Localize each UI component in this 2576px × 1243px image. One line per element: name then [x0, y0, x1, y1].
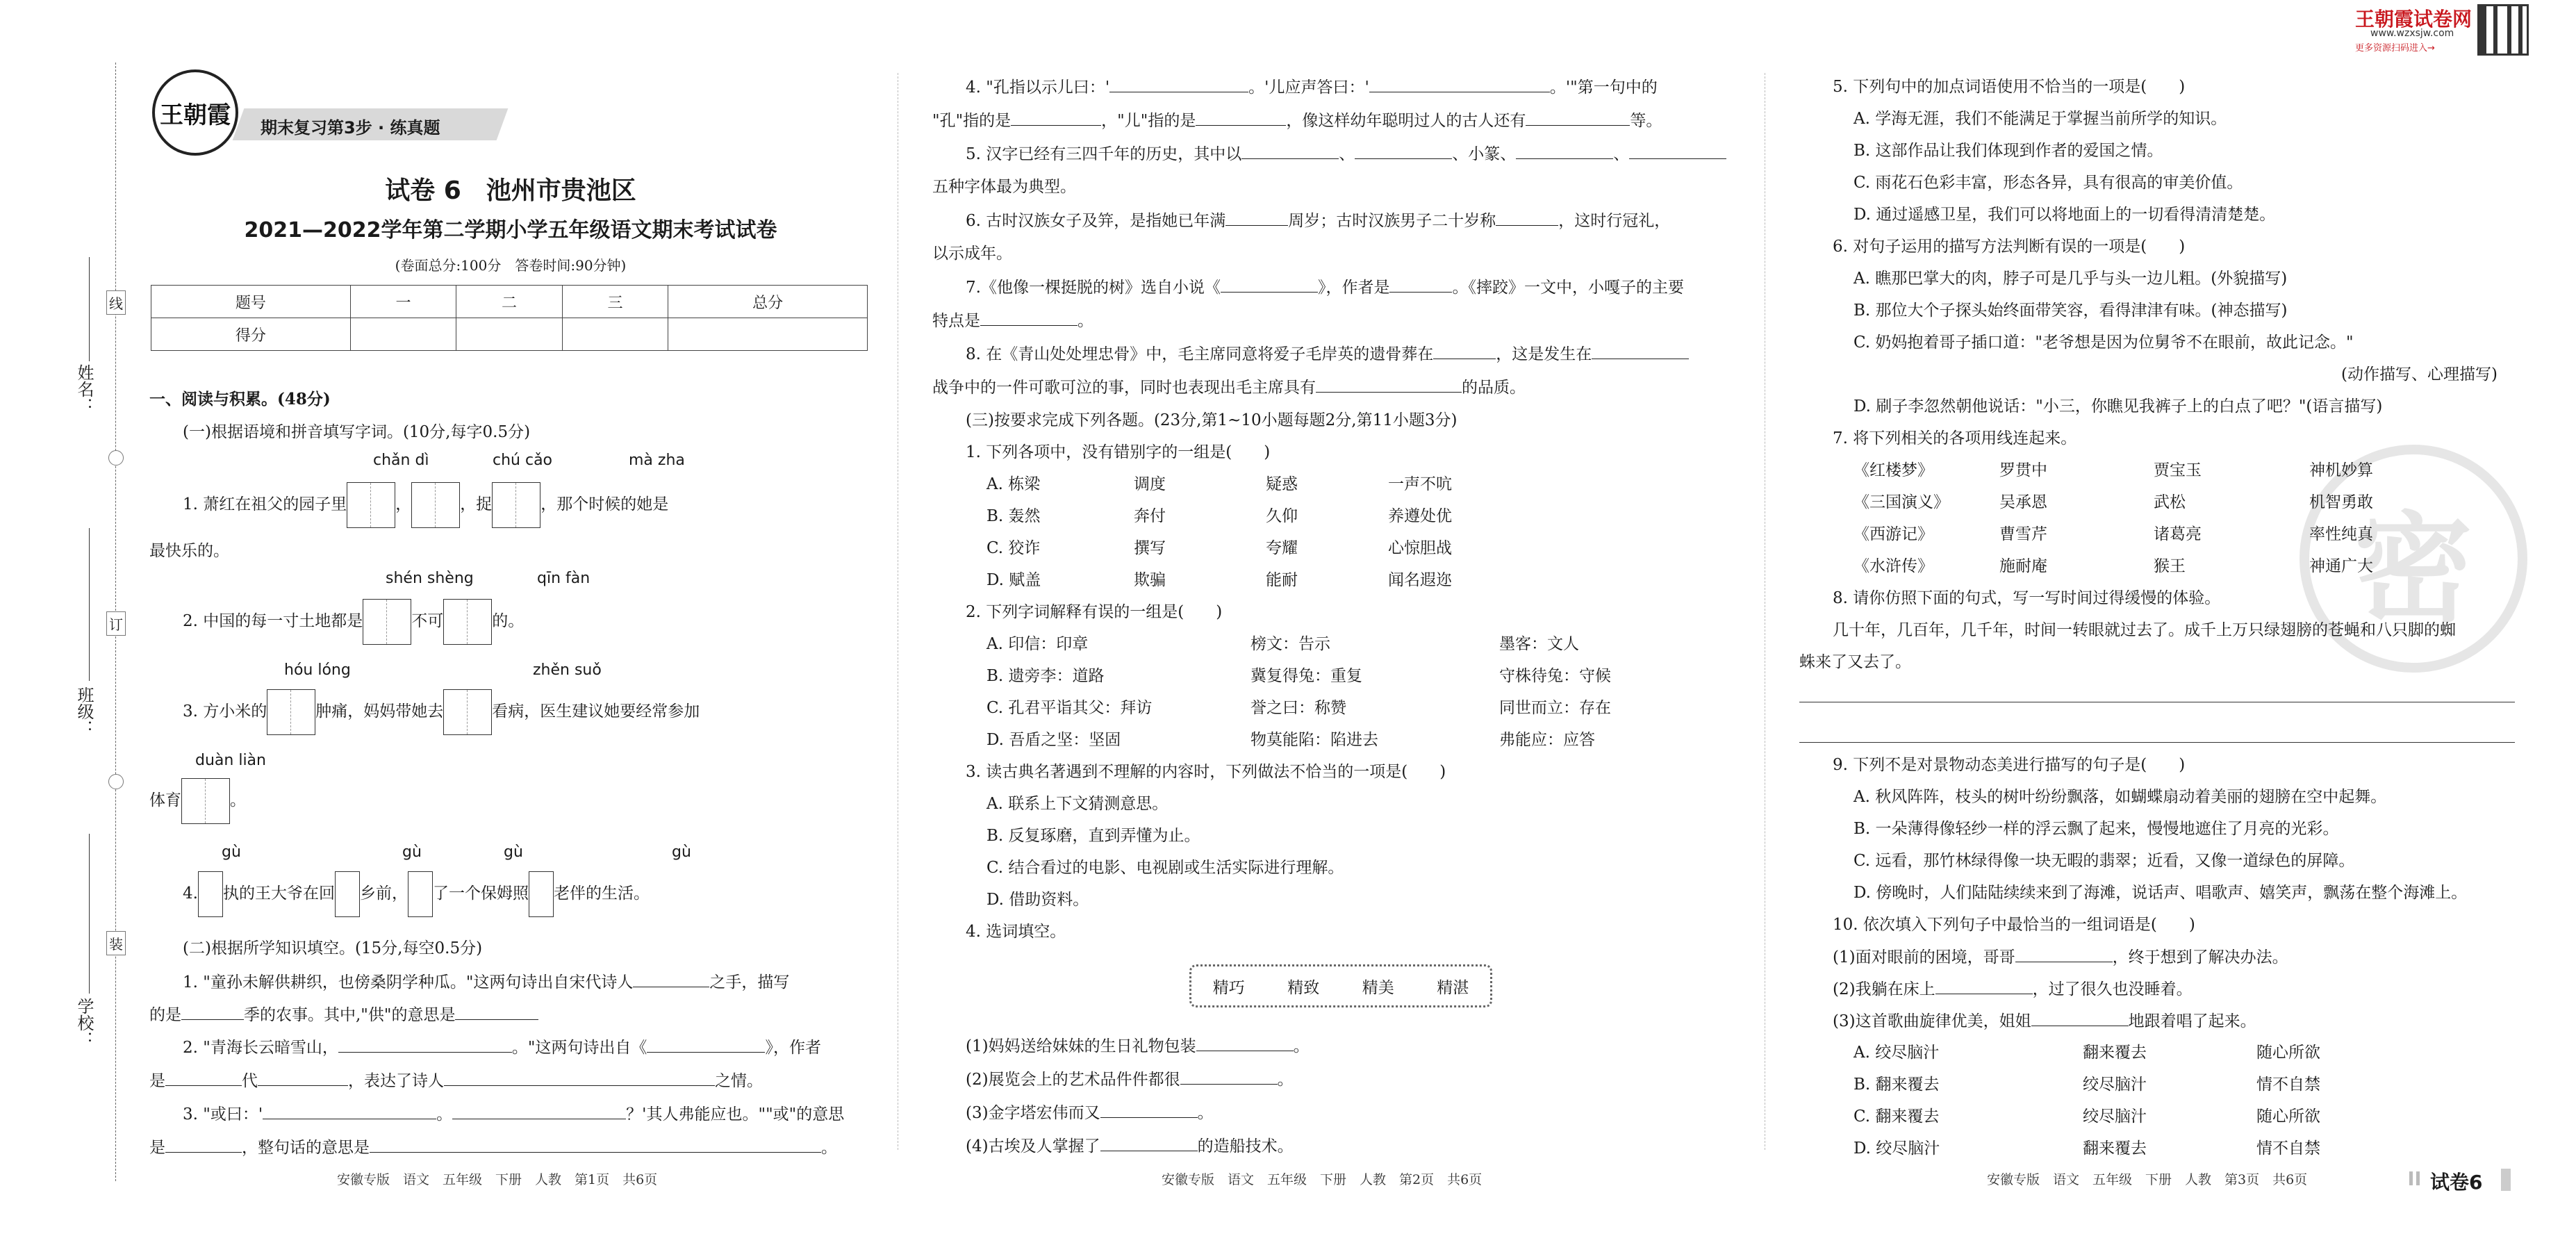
page-2	[932, 0, 1738, 1243]
subsection-2: (二)根据所学知识填空。(15分,每空0.5分)	[183, 939, 483, 957]
blank[interactable]	[647, 1037, 765, 1053]
match-stem: 7. 将下列相关的各项用线连起来。	[1833, 429, 2077, 447]
choice-3-option[interactable]: A. 联系上下文猜测意思。	[986, 795, 1169, 813]
blank[interactable]	[1221, 277, 1318, 293]
char-grid[interactable]	[529, 871, 554, 917]
choice-9-option[interactable]: C. 远看，那竹林绿得像一块无暇的翡翠；近看，又像一道绿色的屏障。	[1853, 852, 2355, 870]
fill-word-2: (2)展览会上的艺术品件件都很 。	[966, 1069, 1738, 1090]
choice-6-option[interactable]: C. 奶妈抱着哥子插口道："老爷想是因为位舅爷不在眼前，故此记念。"	[1853, 334, 2354, 352]
binding-hole	[108, 774, 124, 789]
choice-5-option[interactable]: D. 通过遥感卫星，我们可以将地面上的一切看得清清楚楚。	[1853, 206, 2276, 224]
pinyin: qīn fàn	[537, 570, 591, 587]
blank[interactable]	[1516, 143, 1613, 159]
choice-3-option[interactable]: D. 借助资料。	[986, 891, 1089, 909]
pinyin: zhěn suǒ	[533, 661, 602, 679]
char-grid[interactable]	[443, 689, 492, 735]
char-grid[interactable]	[335, 871, 360, 917]
step-badge-text: 期末复习第3步 · 练真题	[261, 118, 440, 138]
choice-2-row[interactable]: C. 孔君平诣其父：拜访 誉之曰：称赞 同世而立：存在	[986, 699, 1611, 717]
binding-mark-bind: 装	[106, 931, 126, 955]
pinyin: gù	[222, 843, 241, 861]
blank[interactable]	[1496, 210, 1558, 226]
blank[interactable]	[2015, 946, 2113, 962]
brand-logo	[152, 69, 238, 156]
score-table	[151, 285, 868, 351]
fill-4: 4. "孔指以示儿曰：' 。'儿应声答曰：' 。'"第一句中的	[966, 76, 1738, 98]
blank[interactable]	[633, 971, 709, 987]
imitation-stem: 8. 请你仿照下面的句式，写一写时间过得缓慢的体验。	[1833, 589, 2221, 607]
fill-1-cont: 的是 季的农事。其中,"供"的意思是	[149, 1004, 872, 1026]
choice-10-stem: 10. 依次填入下列句子中最恰当的一组词语是( )	[1833, 916, 2195, 934]
page-footer: 安徽专版 语文 五年级 下册 人教 第3页 共6页	[1987, 1172, 2308, 1187]
score-header: 题号	[151, 286, 351, 318]
word-option: 精美	[1362, 978, 1394, 997]
page-footer: 安徽专版 语文 五年级 下册 人教 第2页 共6页	[1162, 1172, 1483, 1187]
site-url: www.wzxsjw.com	[2370, 28, 2454, 39]
qr-code-icon[interactable]	[2477, 4, 2529, 56]
choice-2-stem: 2. 下列字词解释有误的一组是( )	[966, 603, 1223, 621]
choice-6-option-note: (动作描写、心理描写)	[2341, 365, 2497, 384]
choice-10-row[interactable]: A. 绞尽脑汁 翻来覆去 随心所欲	[1853, 1044, 2320, 1062]
word-option: 精致	[1287, 978, 1320, 997]
blank[interactable]	[1241, 143, 1339, 159]
pinyin: chú cǎo	[493, 452, 553, 469]
corner-paper-tag: 试卷6	[2430, 1171, 2483, 1194]
blank[interactable]	[2031, 1010, 2129, 1026]
blank[interactable]	[1389, 277, 1452, 293]
question-1-4: 4. 执的王大爷在回 乡前， 了一个保姆照 老伴的生活。	[183, 869, 872, 919]
pinyin: shén shèng	[386, 570, 474, 587]
choice-5-stem: 5. 下列句中的加点词语使用不恰当的一项是( )	[1833, 78, 2186, 96]
corner-grid-icon	[2409, 1171, 2423, 1185]
fill-7: 7.《他像一棵挺脱的树》选自小说《 》，作者是 。《摔跤》一文中，小嘎子的主要	[966, 277, 1738, 298]
score-header: 二	[456, 286, 563, 318]
pinyin: gù	[504, 843, 523, 861]
fill-word-3: (3)金字塔宏伟而又 。	[966, 1102, 1738, 1123]
char-grid[interactable]	[181, 778, 230, 824]
question-1-2: 2. 中国的每一寸土地都是 不可 的。	[183, 596, 872, 646]
blank[interactable]	[165, 1070, 242, 1086]
char-grid[interactable]	[492, 482, 540, 528]
school-label: 学校：	[74, 998, 94, 1048]
blank[interactable]	[1100, 1102, 1198, 1118]
fill-8-cont: 战争中的一件可歌可泣的事，同时也表现出毛主席具有 的品质。	[932, 377, 1738, 398]
choice-10-sentence: (3)这首歌曲旋律优美，姐姐 地跟着唱了起来。	[1833, 1010, 2543, 1032]
match-row[interactable]: 《西游记》 曹雪芹 诸葛亮 率性纯真	[1853, 525, 2373, 543]
score-cell[interactable]	[456, 318, 563, 351]
choice-9-option[interactable]: A. 秋风阵阵，枝头的树叶纷纷飘落，如蝴蝶扇动着美丽的翅膀在空中起舞。	[1853, 788, 2387, 806]
char-grid[interactable]	[411, 482, 460, 528]
char-grid[interactable]	[267, 689, 315, 735]
score-header: 一	[350, 286, 456, 318]
fill-word-4: (4)古埃及人掌握了 的造船技术。	[966, 1135, 1738, 1157]
question-1-3-cont: 体育 。	[149, 775, 872, 825]
blank[interactable]	[1180, 1069, 1278, 1085]
choice-1-row[interactable]: C. 狡诈 撰写 夸耀 心惊胆战	[986, 539, 1452, 557]
blank[interactable]	[1196, 110, 1286, 126]
section-1-heading: 一、阅读与积累。(48分)	[149, 390, 331, 409]
blank[interactable]	[1316, 377, 1462, 393]
score-cell[interactable]	[350, 318, 456, 351]
blank[interactable]	[1355, 143, 1452, 159]
match-row[interactable]: 《水浒传》 施耐庵 猴王 神通广大	[1853, 557, 2373, 575]
choice-5-option[interactable]: C. 雨花石色彩丰富，形态各异，具有很高的审美价值。	[1853, 174, 2243, 192]
blank[interactable]	[263, 1103, 436, 1119]
name-field[interactable]	[89, 257, 90, 361]
choice-2-row[interactable]: D. 吾盾之坚：坚固 物莫能陷：陷进去 弗能应：应答	[986, 731, 1595, 749]
choice-1-row[interactable]: A. 栋梁 调度 疑惑 一声不吭	[986, 475, 1452, 493]
blank[interactable]	[1011, 110, 1101, 126]
choice-1-stem: 1. 下列各项中，没有错别字的一组是( )	[966, 443, 1271, 461]
pinyin: chǎn dì	[373, 452, 429, 469]
match-row[interactable]: 《红楼梦》 罗贯中 贾宝玉 神机妙算	[1853, 461, 2373, 479]
subsection-3: (三)按要求完成下列各题。(23分,第1~10小题每题2分,第11小题3分)	[966, 411, 1458, 429]
fill-2: 2. "青海长云暗雪山， 。"这两句诗出自《 》，作者	[183, 1037, 872, 1058]
question-1-1: 1. 萧红在祖父的园子里 ， ，捉 ，那个时候的她是	[183, 479, 872, 529]
char-grid[interactable]	[363, 599, 411, 645]
class-label: 班级：	[74, 686, 94, 736]
blank[interactable]	[1526, 110, 1630, 126]
choice-2-row[interactable]: A. 印信：印章 榜文：告示 墨客：文人	[986, 635, 1579, 653]
choice-10-sentence: (1)面对眼前的困境，哥哥 ，终于想到了解决办法。	[1833, 946, 2543, 968]
choice-9-stem: 9. 下列不是对景物动态美进行描写的句子是( )	[1833, 756, 2186, 774]
char-grid[interactable]	[347, 482, 395, 528]
site-name: 王朝霞试卷网	[2355, 8, 2472, 31]
word-box	[1189, 964, 1492, 1007]
fill-1: 1. "童孙未解供耕织，也傍桑阴学种瓜。"这两句诗出自宋代诗人 之手，描写	[183, 971, 872, 993]
blank[interactable]	[1369, 76, 1550, 92]
answer-line[interactable]	[1799, 742, 2515, 743]
choice-9-option[interactable]: B. 一朵薄得像轻纱一样的浮云飘了起来，慢慢地遮住了月亮的光彩。	[1853, 820, 2339, 838]
choice-1-row[interactable]: B. 轰然 奔付 久仰 养遵处优	[986, 507, 1452, 525]
choice-4-stem: 4. 选词填空。	[966, 923, 1066, 941]
choice-5-option[interactable]: A. 学海无涯，我们不能满足于掌握当前所学的知识。	[1853, 110, 2227, 128]
logo-text: 王朝霞	[160, 101, 231, 129]
blank[interactable]	[452, 1103, 626, 1119]
blank[interactable]	[1225, 210, 1288, 226]
score-cell[interactable]	[668, 318, 868, 351]
score-header: 三	[562, 286, 668, 318]
fill-3-cont: 是 ，整句话的意思是 。	[149, 1137, 872, 1158]
choice-6-option[interactable]: B. 那位大个子探头始终面带笑容，看得津津有味。(神态描写)	[1853, 302, 2288, 320]
blank[interactable]	[1592, 343, 1689, 359]
blank[interactable]	[980, 310, 1078, 326]
school-field[interactable]	[89, 834, 90, 994]
pinyin: gù	[402, 843, 422, 861]
exam-title: 试卷 6 池州市贵池区	[385, 176, 636, 205]
corner-bar	[2501, 1169, 2511, 1191]
site-tagline: 更多资源扫码进入→	[2355, 43, 2435, 53]
fill-4-cont: "孔"指的是 ，"儿"指的是 ，像这样幼年聪明过人的古人还有 等。	[932, 110, 1738, 131]
exam-subtitle: 2021—2022学年第二学期小学五年级语文期末考试试卷	[244, 218, 777, 242]
choice-3-option[interactable]: C. 结合看过的电影、电视剧或生活实际进行理解。	[986, 859, 1344, 877]
fill-2-cont: 是 代 ，表达了诗人 之情。	[149, 1070, 872, 1092]
subsection-1: (一)根据语境和拼音填写字词。(10分,每字0.5分)	[183, 423, 531, 441]
blank[interactable]	[165, 1137, 242, 1153]
blank[interactable]	[1935, 978, 2033, 994]
blank[interactable]	[1196, 1035, 1294, 1051]
exam-info: (卷面总分:100分 答卷时间:90分钟)	[395, 257, 627, 274]
char-grid[interactable]	[443, 599, 492, 645]
word-option: 精湛	[1437, 978, 1469, 997]
blank[interactable]	[181, 1004, 244, 1020]
choice-10-row[interactable]: D. 绞尽脑汁 翻来覆去 情不自禁	[1853, 1139, 2320, 1158]
fill-5-cont: 五种字体最为典型。	[932, 178, 1076, 196]
secret-stamp: 密	[2300, 445, 2527, 673]
fill-8: 8. 在《青山处处埋忠骨》中，毛主席同意将爱子毛岸英的遗骨葬在 ，这是发生在	[966, 343, 1738, 365]
pinyin: gù	[672, 843, 691, 861]
blank[interactable]	[1100, 1135, 1198, 1151]
score-label: 得分	[151, 318, 351, 351]
page-3	[1799, 0, 2543, 1243]
choice-9-option[interactable]: D. 傍晚时，人们陆陆续续来到了海滩，说话声、唱歌声、嬉笑声，飘荡在整个海滩上。	[1853, 884, 2468, 902]
fill-5: 5. 汉字已经有三四千年的历史，其中以 、 、小篆、 、	[966, 143, 1738, 165]
choice-6-option[interactable]: A. 瞧那巴掌大的肉，脖子可是几乎与头一边儿粗。(外貌描写)	[1853, 270, 2288, 288]
fill-6-cont: 以示成年。	[932, 245, 1012, 263]
blank[interactable]	[1109, 76, 1248, 92]
blank[interactable]	[444, 1070, 715, 1086]
pinyin: hóu lóng	[284, 661, 351, 679]
blank[interactable]	[338, 1037, 512, 1053]
score-cell[interactable]	[562, 318, 668, 351]
blank[interactable]	[1433, 343, 1496, 359]
class-field[interactable]	[89, 528, 90, 681]
name-label: 姓名：	[74, 364, 94, 414]
pinyin: duàn liàn	[195, 752, 266, 769]
question-1-3: 3. 方小米的 肿痛，妈妈带她去 看病，医生建议她要经常参加	[183, 686, 872, 736]
choice-3-option[interactable]: B. 反复琢磨，直到弄懂为止。	[986, 827, 1200, 845]
blank[interactable]	[1629, 143, 1726, 159]
pinyin: mà zha	[629, 452, 685, 469]
choice-6-stem: 6. 对句子运用的描写方法判断有误的一项是( )	[1833, 238, 2186, 256]
score-header: 总分	[668, 286, 868, 318]
blank[interactable]	[455, 1004, 538, 1020]
fill-7-cont: 特点是 。	[932, 310, 1738, 331]
choice-10-row[interactable]: B. 翻来覆去 绞尽脑汁 情不自禁	[1853, 1076, 2320, 1094]
question-1-1-end: 最快乐的。	[149, 542, 229, 560]
char-grid[interactable]	[408, 871, 433, 917]
blank[interactable]	[258, 1070, 348, 1086]
choice-10-sentence: (2)我躺在床上 ，过了很久也没睡着。	[1833, 978, 2543, 1000]
choice-2-row[interactable]: B. 遗旁李：道路 冀复得兔：重复 守株待兔：守候	[986, 667, 1611, 685]
choice-10-row[interactable]: C. 翻来覆去 绞尽脑汁 随心所欲	[1853, 1108, 2320, 1126]
imitation-example: 几十年，几百年，几千年，时间一转眼就过去了。成千上万只绿翅膀的苍蝇和八只脚的蜘	[1833, 621, 2456, 639]
blank[interactable]	[370, 1137, 821, 1153]
fill-3: 3. "或曰：' 。 ？'其人弗能应也。""或"的意思	[183, 1103, 872, 1125]
choice-6-option[interactable]: D. 刷子李忽然朝他说话："小三，你瞧见我裤子上的白点了吧？"(语言描写)	[1853, 397, 2383, 415]
page-1	[149, 0, 872, 1243]
binding-mark-line: 线	[106, 290, 126, 315]
page-footer: 安徽专版 语文 五年级 下册 人教 第1页 共6页	[337, 1172, 658, 1187]
binding-hole	[108, 450, 124, 466]
choice-3-stem: 3. 读古典名著遇到不理解的内容时，下列做法不恰当的一项是( )	[966, 763, 1446, 781]
char-grid[interactable]	[198, 871, 223, 917]
choice-5-option[interactable]: B. 这部作品让我们体现到作者的爱国之情。	[1853, 142, 2163, 160]
fill-word-1: (1)妈妈送给妹妹的生日礼物包装 。	[966, 1035, 1738, 1057]
binding-mark-order: 订	[106, 611, 126, 636]
imitation-example-cont: 蛛来了又去了。	[1799, 653, 1911, 671]
fill-6: 6. 古时汉族女子及笄，是指她已年满 周岁；古时汉族男子二十岁称 ，这时行冠礼，	[966, 210, 1738, 231]
choice-1-row[interactable]: D. 赋盖 欺骗 能耐 闻名遐迩	[986, 571, 1452, 589]
word-option: 精巧	[1212, 978, 1245, 997]
match-row[interactable]: 《三国演义》 吴承恩 武松 机智勇敢	[1853, 493, 2373, 511]
